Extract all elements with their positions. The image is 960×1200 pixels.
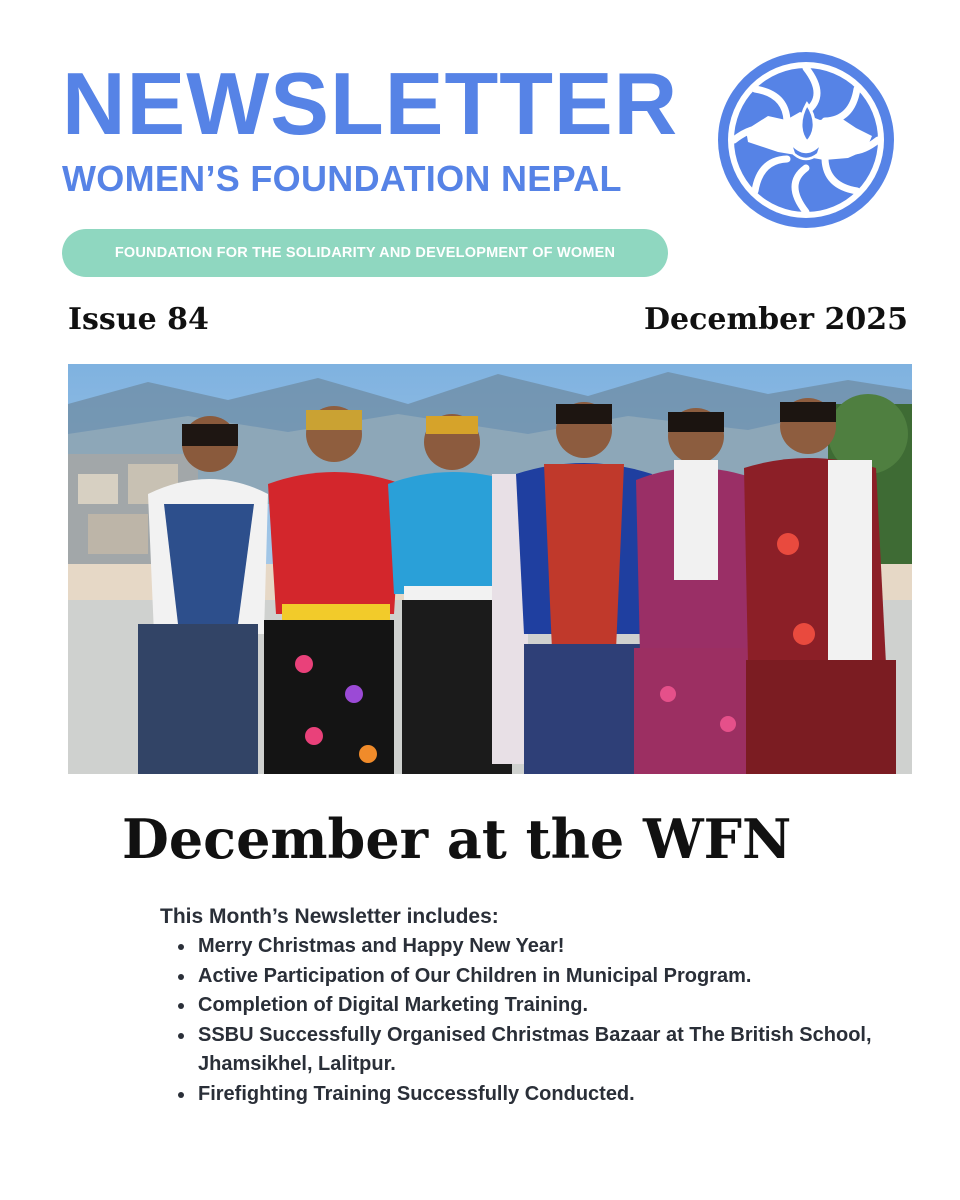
newsletter-title: NEWSLETTER: [62, 54, 679, 153]
wfn-logo-icon: [716, 50, 896, 230]
section-heading: December at the WFN: [122, 807, 792, 871]
list-item: Merry Christmas and Happy New Year!: [160, 932, 880, 962]
contents-list: [160, 932, 880, 1109]
tagline-text: FOUNDATION FOR THE SOLIDARITY AND DEVELOPMENT OF WOMEN: [114, 245, 616, 261]
contents-intro: This Month’s Newsletter includes:: [160, 905, 499, 928]
organization-name: WOMEN’S FOUNDATION NEPAL: [62, 158, 622, 199]
list-item: Completion of Digital Marketing Training.: [160, 991, 880, 1021]
issue-date: December 2025: [643, 302, 908, 337]
list-item: Firefighting Training Successfully Conducted.: [160, 1080, 880, 1110]
hero-group-photo: [68, 364, 912, 774]
list-item: SSBU Successfully Organised Christmas Bazaar at The British School, Jhamsikhel, Lalitpur.: [160, 1021, 880, 1080]
tagline-banner: [62, 229, 668, 277]
group-photo: [68, 364, 912, 774]
list-item: Active Participation of Our Children in Municipal Program.: [160, 962, 880, 992]
issue-number: Issue 84: [68, 302, 209, 337]
